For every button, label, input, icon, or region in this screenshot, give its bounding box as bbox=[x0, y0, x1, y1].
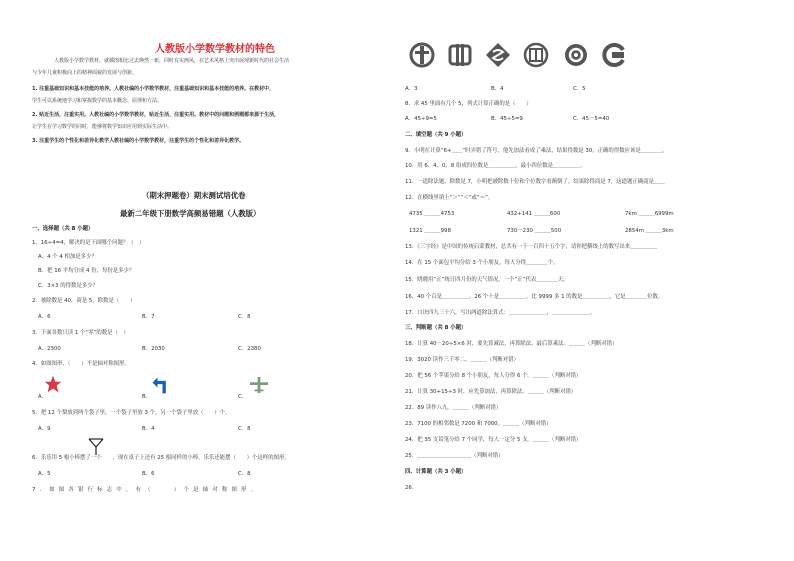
q8-option-b: B．45÷5=9 bbox=[491, 116, 523, 122]
question-15: 15．晓晓用“正”统计四月份的天气情况，一个“正”代表＿＿＿＿天。 bbox=[405, 277, 569, 283]
section-judge: 三、判断题（共 8 小题） bbox=[405, 325, 467, 331]
question-12: 12．在横线里填上“＞”“＜”或“＝”。 bbox=[405, 195, 494, 201]
question-18: 18．计算 40－20÷5×6 时，要先算减法，再算除法，最后算乘法。＿＿＿（判断对错） bbox=[405, 341, 618, 347]
question-22: 22．89 读作八九。＿＿＿（判断对错） bbox=[405, 405, 502, 411]
question-19: 19．3020 读作三千零二。＿＿＿（判断对错） bbox=[405, 357, 519, 363]
q12-row2-a: 1321 ＿＿＿998 bbox=[409, 228, 451, 234]
point-2: 2. 贴近生活，注重实用。人教社编的小学数学教材，贴近生活，注重实用。教材中的问题和例题都来源于生活， bbox=[32, 112, 280, 118]
bank-logo-1-icon bbox=[409, 42, 435, 68]
question-13: 13．《三字经》是中国的传统启蒙教材，总共有一千一百四十五个字，请你把横线上的数写出来＿＿＿＿＿ bbox=[405, 244, 658, 250]
question-24: 24．把 35 支铅笔分给 7 个同学，每人一定分 5 支。＿＿＿（判断对错） bbox=[405, 437, 582, 443]
exam-title-2: 最新二年级下册数学高频易错题（人教版） bbox=[120, 209, 261, 218]
q4-option-b: B． bbox=[142, 394, 152, 400]
q1-option-b: B．把 16 平均分成 4 份，每份是多少？ bbox=[38, 268, 135, 274]
q1-option-a: A．4 个 4 相加是多少？ bbox=[38, 254, 97, 260]
q8-option-a: A．45÷9=5 bbox=[405, 116, 437, 122]
q2-option-c: C．8 bbox=[238, 314, 251, 320]
question-5: 5．把 12 个梨放到两个袋子里，一个袋子里放 3 个，另一个袋子里放（ ）个。 bbox=[32, 410, 231, 416]
question-23: 23．7100 的相邻数是 7200 和 7000。＿＿＿（判断对错） bbox=[405, 421, 552, 427]
question-11: 11．一道除法题，除数是 7，小明把被除数十位和个位数字看颠倒了，结果除得商是 7，这道题正确商是＿＿ bbox=[405, 179, 665, 185]
question-2: 2．被除数是 40，商是 5，除数是（ ） bbox=[32, 298, 136, 304]
q6-option-b: B．6 bbox=[142, 471, 155, 477]
turn-arrow-icon bbox=[150, 375, 170, 395]
airplane-icon bbox=[248, 376, 270, 394]
q5-option-b: B．4 bbox=[142, 426, 155, 432]
question-21: 21．计算 30+15÷3 时，应先算加法，再算除法。＿＿＿（判断对错） bbox=[405, 389, 577, 395]
q7-option-c: C．5 bbox=[573, 86, 586, 92]
exam-title-1: （期末押题卷）期末测试培优卷 bbox=[142, 191, 246, 200]
q4-option-a: A． bbox=[38, 394, 48, 400]
question-4: 4．如图图形，（ ）不是轴对称图形。 bbox=[32, 361, 130, 367]
question-1: 1．16÷4=4，解决的是下面哪个问题？（ ） bbox=[32, 240, 145, 246]
section-calc: 四、计算题（共 3 小题） bbox=[405, 469, 467, 475]
q3-option-c: C．2380 bbox=[238, 346, 261, 352]
question-6: 6．乐乐用 5 根小棒摆了一个 ，现在桌子上还有 25 根同样的小棒，乐乐还能摆（ ）个这样的图形。 bbox=[32, 455, 290, 461]
q4-option-c: C． bbox=[238, 394, 248, 400]
page-title: 人教版小学数学教材的特色 bbox=[155, 44, 275, 55]
q12-row1-b: 432+141 ＿＿＿600 bbox=[507, 211, 561, 217]
q5-option-a: A．9 bbox=[38, 426, 51, 432]
question-7: 7．如图各银行标志中，有（ ）个是轴对称图形。 bbox=[32, 487, 261, 493]
q3-option-a: A．2300 bbox=[38, 346, 61, 352]
question-14: 14．在 15 个面包平均分给 3 个小朋友，每人分得＿＿＿＿个。 bbox=[405, 260, 559, 266]
q6-option-a: A．5 bbox=[38, 471, 51, 477]
question-25: 25．＿＿＿＿＿＿＿＿＿＿（判断对错） bbox=[405, 453, 504, 459]
q7-option-a: A．3 bbox=[405, 86, 418, 92]
point-1: 1. 注重基础知识和基本技能的培养。人教社编的小学数学教材，注重基础知识和基本技能的培养。在教材中， bbox=[32, 86, 275, 92]
question-16: 16．40 个百是＿＿＿＿＿，26 个十是＿＿＿＿＿，比 9999 多 1 的数是＿＿＿＿＿，它是＿＿＿＿位数。 bbox=[405, 294, 664, 300]
bank-logo-5-icon bbox=[563, 42, 589, 68]
q12-row1-c: 7km ＿＿＿6999m bbox=[625, 211, 674, 217]
bank-logo-6-icon bbox=[601, 42, 627, 68]
question-17: 17．口诀四九三十六，写出两道除法算式：＿＿＿＿＿＿＿，＿＿＿＿＿＿＿。 bbox=[405, 310, 596, 316]
question-3: 3．下面各数只读 1 个“零”的数是（ ） bbox=[32, 330, 129, 336]
q12-row1-a: 4735 ＿＿＿4753 bbox=[409, 211, 455, 217]
q2-option-b: B．7 bbox=[142, 314, 155, 320]
bank-logo-2-icon bbox=[447, 42, 473, 68]
intro-line-1: 人教版小学数学教材，就插图相比过去焕然一新，同时有实画风，在艺术风格上突出展现新时代的社会生活 bbox=[54, 58, 290, 64]
question-10: 10．用 6、4、0、8 组成四位数是＿＿＿＿＿，最小四位数是＿＿＿＿＿。 bbox=[405, 163, 586, 169]
question-8: 8．求 45 里面有几个 5，列式计算正确的是（ ） bbox=[405, 101, 532, 107]
intro-line-2: 与少年儿童积极向上的精神面貌的发展与创新。 bbox=[32, 70, 138, 76]
point-3: 3. 注重学生的个性化和差异化教学人教社编的小学数学教材，注重学生的个性化和差异化教学。 bbox=[32, 138, 245, 144]
q1-option-c: C．3×3 的得数是多少？ bbox=[38, 283, 98, 289]
q12-row2-b: 730－230 ＿＿＿500 bbox=[507, 228, 562, 234]
bank-logo-3-icon bbox=[485, 42, 511, 68]
point-2b: 让学生在学习数学的同时，能够将数学知识应用到实际生活中。 bbox=[32, 124, 173, 130]
question-26: 26． bbox=[405, 485, 418, 491]
q12-row2-c: 2854m ＿＿＿3km bbox=[625, 228, 674, 234]
q8-option-c: C．45－5=40 bbox=[573, 116, 610, 122]
q6-option-c: C．8 bbox=[238, 471, 251, 477]
question-9: 9．小明在计算“6+＿＿”时弄错了符号，他先加法看成了乘法，结果得数是 30，正确的得数应该是＿＿＿＿。 bbox=[405, 148, 668, 154]
bank-logo-4-icon bbox=[523, 42, 549, 68]
q5-option-c: C．8 bbox=[238, 426, 251, 432]
q7-option-b: B．4 bbox=[491, 86, 504, 92]
star-icon bbox=[44, 375, 62, 393]
q2-option-a: A．6 bbox=[38, 314, 51, 320]
point-1b: 学生可以系统地学习和掌握数学的基本概念、原理和方法。 bbox=[32, 98, 163, 104]
section-fill: 二、填空题（共 9 小题） bbox=[405, 132, 467, 138]
q3-option-b: B．2030 bbox=[142, 346, 165, 352]
question-20: 20．把 56 个苹果分给 8 个小朋友，每人分得 6 个。＿＿＿（判断对错） bbox=[405, 373, 582, 379]
section-choice: 一、选择题（共 8 小题） bbox=[32, 226, 94, 232]
